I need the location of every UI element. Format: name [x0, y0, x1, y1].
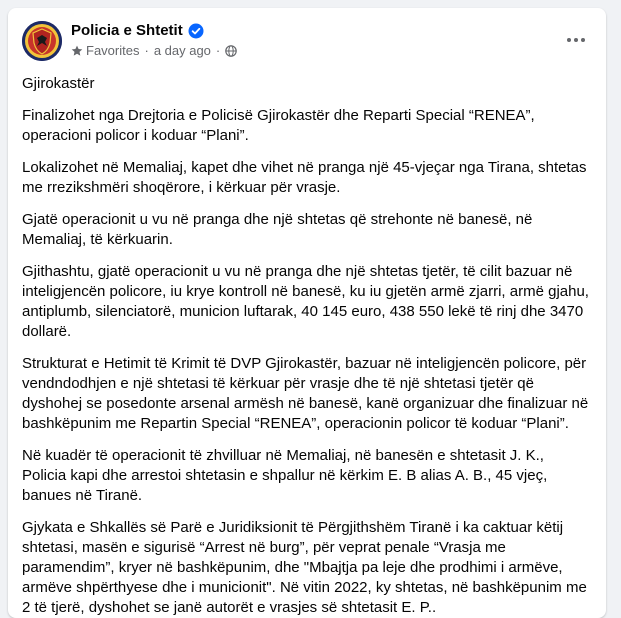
star-icon [71, 45, 83, 57]
post-paragraph: Gjithashtu, gjatë operacionit u vu në pranga dhe një shtetas tjetër, të cilit bazuar në inteligjencën policore, iu krye kontroll në banesë, ku iu gjetën armë zjarri, armë gjahu, antiplumb, silenciatorë, municion luftarak, 40 145 euro, 438 550 lekë të rinj dhe 3470 dollarë. [22, 263, 589, 340]
post-text [22, 74, 592, 618]
post-paragraph: Strukturat e Hetimit të Krimit të DVP Gjirokastër, bazuar në inteligjencën policore, për vendndodhjen e një shtetasi të kërkuar për vrasje dhe të një shtetasi tjetër që dyshohej se posedonte arsenal armësh në banesë, kanë organizuar dhe finalizuar në bashkëpunim me Repartin Special “RENEA”, operacionin policor të koduar “Plani”. [22, 355, 589, 432]
post-card [8, 8, 606, 618]
page-avatar[interactable] [22, 21, 62, 61]
post-paragraph-location: Gjirokastër [22, 75, 95, 92]
verified-badge-icon [188, 23, 204, 39]
meta-separator-2: · [215, 43, 221, 58]
post-paragraph: Gjatë operacionit u vu në pranga dhe një shtetas që strehonte në banesë, në Memaliaj, të kërkuarin. [22, 211, 533, 248]
post-paragraph: Finalizohet nga Drejtoria e Policisë Gjirokastër dhe Reparti Special “RENEA”, operacioni policor i koduar “Plani”. [22, 107, 535, 144]
meta-separator: · [144, 43, 149, 58]
page-name[interactable] [71, 22, 204, 39]
audience-label[interactable]: Favorites [86, 43, 140, 58]
more-options-button[interactable] [558, 22, 594, 58]
post-timestamp[interactable]: a day ago [153, 43, 211, 58]
post-meta [71, 43, 237, 58]
post-paragraph: Gjykata e Shkallës së Parë e Juridiksionit të Përgjithshëm Tiranë i ka caktuar këtij shtetasi, masën e sigurisë “Arrest në burg”, për veprat penale “Vrasja me paramendim”, kryer në bashkëpunim, dhe "Mbajtja pa leje dhe prodhimi i armëve, armëve shpërthyese dhe i municionit". Në vitin 2022, ky shtetas, në bashkëpunim me 2 të tjerë, dyshohet se janë autorët e vrasjes së shtetasit E. P.. [22, 519, 587, 616]
post-paragraph: Lokalizohet në Memaliaj, kapet dhe vihet në pranga një 45-vjeçar nga Tirana, shtetas me rrezikshmëri shoqërore, i kërkuar për vrasje. [22, 159, 587, 196]
page-name-text[interactable]: Policia e Shtetit [71, 22, 183, 39]
globe-icon[interactable] [225, 45, 237, 57]
post-paragraph: Në kuadër të operacionit të zhvilluar në Memaliaj, në banesën e shtetasit J. K., Policia kapi dhe arrestoi shtetasin e shpallur në kërkim E. B alias A. B., 45 vjeç, banues në Tiranë. [22, 447, 548, 504]
post-header [8, 8, 606, 74]
police-badge-icon [22, 21, 62, 61]
more-options-icon [566, 37, 586, 43]
